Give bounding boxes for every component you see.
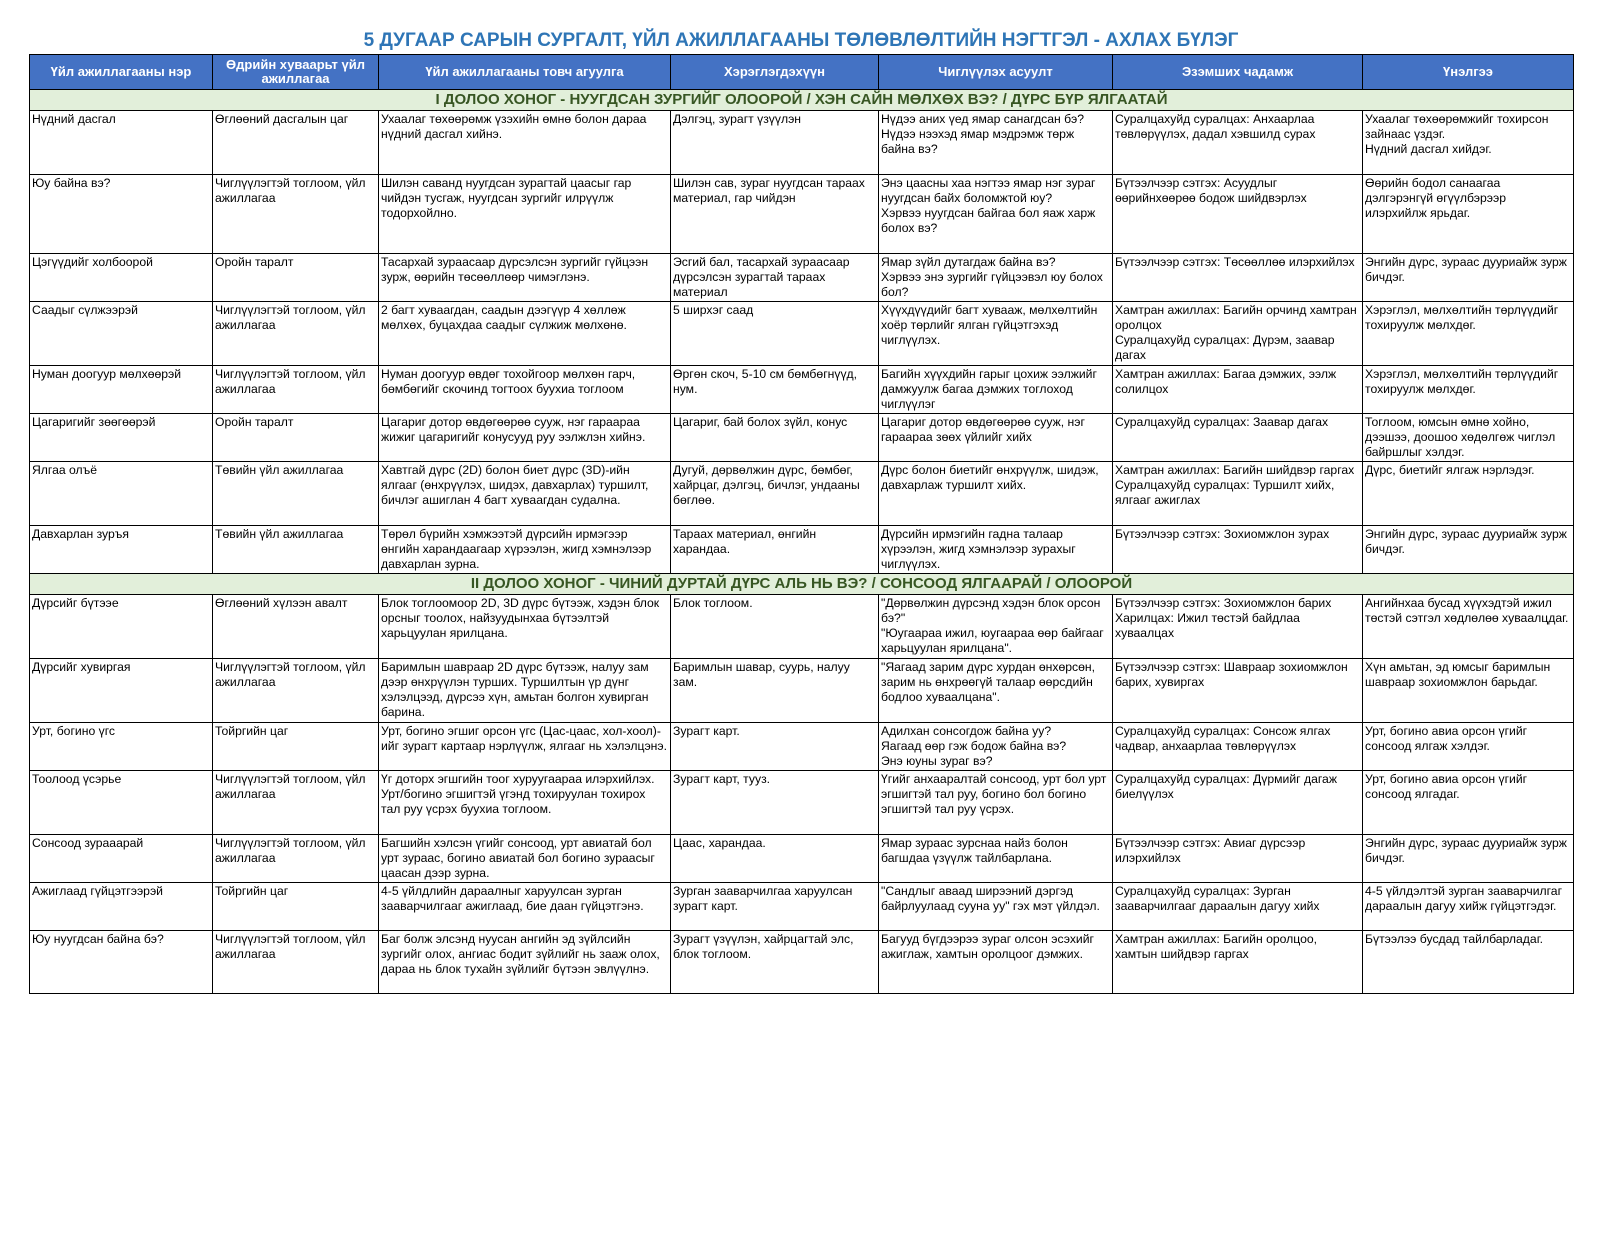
schedule-cell (213, 111, 379, 175)
materials-cell (671, 526, 879, 574)
cell-line: Чиглүүлэгтэй тоглоом, үйл ажиллагаа (215, 660, 366, 689)
materials-cell (671, 254, 879, 302)
cell-line: Урт, богино эгшиг орсон үгс (Цас-цаас, хол-хоол)-ийг зурагт картаар нэрлүүлж, ялгааг нь хэлэлцэнэ. (381, 724, 668, 753)
activity-name-cell (30, 254, 213, 302)
competency-cell (1113, 771, 1363, 835)
activity-name-cell (30, 111, 213, 175)
cell-line: Яагаад өөр гэж бодож байна вэ? (881, 739, 1067, 753)
cell-line: Нуман доогуур мөлхөөрэй (32, 367, 182, 381)
cell-line: "Дөрвөлжин дүрсэнд хэдэн блок орсон бэ?" (881, 596, 1101, 625)
schedule-cell (213, 835, 379, 883)
content-cell (379, 526, 671, 574)
cell-line: Бүтээлчээр сэтгэх: Шавраар зохиомжлон барих, хувиргах (1115, 660, 1348, 689)
content-cell (379, 659, 671, 723)
schedule-cell (213, 771, 379, 835)
competency-cell (1113, 254, 1363, 302)
cell-line: Суралцахуйд суралцах: Зурган зааварчилгааг дараалын дагуу хийх (1115, 884, 1320, 913)
cell-line: Чиглүүлэгтэй тоглоом, үйл ажиллагаа (215, 367, 366, 396)
cell-line: Энгийн дүрс, зураас дууриайж зурж бичдэг. (1365, 527, 1567, 556)
cell-line: Урт, богино авиа орсон үгийг сонсоод ялгадаг. (1365, 772, 1528, 801)
question-cell (879, 835, 1113, 883)
cell-line: Суралцахуйд суралцах: Сонсож ялгах чадвар, анхаарлаа төвлөрүүлэх (1115, 724, 1331, 753)
activity-name-cell (30, 835, 213, 883)
table-row (30, 414, 1574, 462)
cell-line: Чиглүүлэгтэй тоглоом, үйл ажиллагаа (215, 836, 366, 865)
assessment-cell (1363, 366, 1574, 414)
cell-line: Оройн таралт (215, 255, 294, 269)
question-cell (879, 462, 1113, 526)
activity-name-cell (30, 462, 213, 526)
competency-cell (1113, 175, 1363, 254)
cell-line: Хамтран ажиллах: Багийн оролцоо, хамтын шийдвэр гаргах (1115, 932, 1318, 961)
header-competency: Эзэмших чадамж (1113, 55, 1363, 90)
materials-cell (671, 462, 879, 526)
cell-line: Цагариг дотор өвдөгөөрөө сууж, нэг гараараа зөөх үйлийг хийх (881, 415, 1085, 444)
week-header-row (30, 90, 1574, 111)
materials-cell (671, 835, 879, 883)
cell-line: Өргөн скоч, 5-10 см бөмбөгнүүд, нум. (673, 367, 858, 396)
materials-cell (671, 111, 879, 175)
cell-line: Блок тоглоом. (673, 596, 753, 610)
cell-line: Тоолоод үсэрье (32, 772, 122, 786)
table-row (30, 366, 1574, 414)
cell-line: Цагариг, бай болох зүйл, конус (673, 415, 848, 429)
assessment-cell (1363, 723, 1574, 771)
activity-name-cell (30, 931, 213, 994)
content-cell (379, 771, 671, 835)
content-cell (379, 462, 671, 526)
cell-line: Хүн амьтан, эд юмсыг баримлын шавраар зохиомжлон барьдаг. (1365, 660, 1551, 689)
assessment-cell (1363, 835, 1574, 883)
question-cell (879, 111, 1113, 175)
table-row (30, 302, 1574, 366)
content-cell (379, 414, 671, 462)
cell-line: Блок тоглоомоор 2D, 3D дүрс бүтээж, хэдэн блок орсныг тоолох, найзуудынхаа бүтээлтэй харьцуулан ярилцана. (381, 596, 660, 640)
schedule-cell (213, 254, 379, 302)
cell-line: Эсгий бал, тасархай зураасаар дүрсэлсэн зурагтай тараах материал (673, 255, 850, 299)
cell-line: Энгийн дүрс, зураас дууриайж зурж бичдэг. (1365, 255, 1567, 284)
cell-line: Ухаалаг төхөөрөмж үзэхийн өмнө болон дараа нүдний дасгал хийнэ. (381, 112, 647, 141)
cell-line: Урт, богино авиа орсон үгийг сонсоод ялгаж хэлдэг. (1365, 724, 1528, 753)
question-cell (879, 175, 1113, 254)
cell-line: Оройн таралт (215, 415, 294, 429)
cell-line: Шилэн сав, зураг нуугдсан тараах материал, гар чийдэн (673, 176, 865, 205)
cell-line: Саадыг сүлжээрэй (32, 303, 138, 317)
cell-line: Хүүхдүүдийг багт хувааж, мөлхөлтийн хоёр төрлийг ялган гүйцэтгэхэд чиглүүлэх. (881, 303, 1098, 347)
assessment-cell (1363, 302, 1574, 366)
cell-line: Өөрийн бодол санаагаа дэлгэрэнгүй өгүүлбэрээр илэрхийлж ярьдаг. (1365, 176, 1507, 220)
cell-line: Хэрвээ энэ зургийг гүйцээвэл юу болох бол? (881, 270, 1103, 299)
question-cell (879, 771, 1113, 835)
activity-name-cell (30, 366, 213, 414)
cell-line: Үг доторх эгшгийн тоог хуруугаараа илэрхийлэх. Урт/богино эгшигтэй үгэнд тохируулан тохирох тал руу үсрэх буухиа тоглоом. (381, 772, 655, 816)
activity-name-cell (30, 723, 213, 771)
assessment-cell (1363, 595, 1574, 659)
materials-cell (671, 302, 879, 366)
materials-cell (671, 931, 879, 994)
materials-cell (671, 595, 879, 659)
header-content-summary: Үйл ажиллагааны товч агуулга (379, 55, 671, 90)
table-row (30, 526, 1574, 574)
activity-name-cell (30, 659, 213, 723)
cell-line: Дүрсийг бүтээе (32, 596, 119, 610)
table-row (30, 883, 1574, 931)
plan-body (30, 90, 1574, 994)
schedule-cell (213, 366, 379, 414)
cell-line: Төвийн үйл ажиллагаа (215, 463, 344, 477)
cell-line: Хавтгай дүрс (2D) болон биет дүрс (3D)-ийн ялгааг (өнхрүүлэх, шидэх, давхарлах) туршилт, бичлэг ашиглан 4 багт хуваагдан судална. (381, 463, 649, 507)
cell-line: Цэгүүдийг холбоорой (32, 255, 153, 269)
question-cell (879, 883, 1113, 931)
schedule-cell (213, 723, 379, 771)
cell-line: Суралцахуйд суралцах: Дүрэм, заавар дагах (1115, 333, 1335, 362)
assessment-cell (1363, 931, 1574, 994)
materials-cell (671, 723, 879, 771)
cell-line: 4-5 үйлдлийн дараалныг харуулсан зурган зааварчилгааг ажиглаад, бие даан гүйцэтгэнэ. (381, 884, 644, 913)
question-cell (879, 366, 1113, 414)
cell-line: Нүдээ аних үед ямар санагдсан бэ? (881, 112, 1085, 126)
cell-line: Тойргийн цаг (215, 724, 289, 738)
cell-line: Ямар зураас зурснаа найз болон багшдаа үзүүлж тайлбарлана. (881, 836, 1068, 865)
cell-line: Харилцах: Ижил төстэй байдлаа хуваалцах (1115, 611, 1300, 640)
cell-line: Ангийнхаа бусад хүүхэдтэй ижил төстэй сэтгэл хөдлөлөө хуваалцдаг. (1365, 596, 1569, 625)
cell-line: Нүдээ нээхэд ямар мэдрэмж төрж байна вэ? (881, 127, 1075, 156)
activity-name-cell (30, 595, 213, 659)
schedule-cell (213, 175, 379, 254)
cell-line: Чиглүүлэгтэй тоглоом, үйл ажиллагаа (215, 772, 366, 801)
cell-line: Цаас, харандаа. (673, 836, 766, 850)
content-cell (379, 723, 671, 771)
question-cell (879, 254, 1113, 302)
cell-line: Тоглоом, юмсын өмнө хойно, дээшээ, доошоо хөдөлгөж чиглэл байршлыг хэлдэг. (1365, 415, 1556, 459)
cell-line: Баг болж элсэнд нуусан ангийн эд зүйлсийн зургийг олох, ангиас бодит зүйлийг нь зааж олох, дараа нь блок тухайн зүйлийг бүтээн эвлүүлнэ. (381, 932, 660, 976)
schedule-cell (213, 883, 379, 931)
materials-cell (671, 771, 879, 835)
cell-line: "Яагаад зарим дүрс хурдан өнхөрсөн, зарим нь өнхрөөгүй талаар өөрсдийн бодлоо хуваалцана". (881, 660, 1096, 704)
cell-line: Суралцахуйд суралцах: Туршилт хийх, ялгааг ажиглах (1115, 478, 1335, 507)
activity-name-cell (30, 302, 213, 366)
table-row (30, 771, 1574, 835)
cell-line: Дүрсийн ирмэгийн гадна талаар хүрээлэн, жигд хэмнэлээр зурахыг чиглүүлэх. (881, 527, 1076, 571)
cell-line: Нуман доогуур өвдөг тохойгоор мөлхөн гарч, бөмбөгийг скочинд тогтоох буухиа тоглоом (381, 367, 636, 396)
materials-cell (671, 175, 879, 254)
header-assessment: Үнэлгээ (1363, 55, 1574, 90)
assessment-cell (1363, 771, 1574, 835)
cell-line: Цагариг дотор өвдөгөөрөө сууж, нэг гараараа жижиг цагаригийг конусууд руу ээлжлэн хийнэ. (381, 415, 646, 444)
cell-line: Зурагт карт. (673, 724, 740, 738)
cell-line: Төрөл бүрийн хэмжээтэй дүрсийн ирмэгээр өнгийн харандаагаар хүрээлэн, жигд хэмнэлээр давхарлан зурна. (381, 527, 652, 571)
week-title: I ДОЛОО ХОНОГ - НУУГДСАН ЗУРГИЙГ ОЛООРОЙ / ХЭН САЙН МӨЛХӨХ ВЭ? / ДҮРС БҮР ЯЛГААТАЙ (30, 90, 1574, 111)
table-row (30, 835, 1574, 883)
assessment-cell (1363, 254, 1574, 302)
competency-cell (1113, 883, 1363, 931)
cell-line: Багшийн хэлсэн үгийг сонсоод, урт авиатай бол урт зураас, богино авиатай бол богино зураасыг цаасан дээр зурна. (381, 836, 655, 880)
content-cell (379, 931, 671, 994)
cell-line: Нүдний дасгал (32, 112, 116, 126)
competency-cell (1113, 659, 1363, 723)
cell-line: Чиглүүлэгтэй тоглоом, үйл ажиллагаа (215, 176, 366, 205)
cell-line: Тасархай зураасаар дүрсэлсэн зургийг гүйцээн зурж, өөрийн төсөөллөөр чимэглэнэ. (381, 255, 649, 284)
schedule-cell (213, 526, 379, 574)
cell-line: Зурган зааварчилгаа харуулсан зурагт карт. (673, 884, 853, 913)
table-row (30, 254, 1574, 302)
cell-line: Бүтээлчээр сэтгэх: Төсөөллөө илэрхийлэх (1115, 255, 1355, 269)
content-cell (379, 883, 671, 931)
question-cell (879, 595, 1113, 659)
cell-line: Ямар зүйл дутагдаж байна вэ? (881, 255, 1056, 269)
cell-line: Багууд бүгдээрээ зураг олсон эсэхийг ажиглаж, хамтын оролцоог дэмжих. (881, 932, 1094, 961)
cell-line: Дүрс, биетийг ялгаж нэрлэдэг. (1365, 463, 1535, 477)
competency-cell (1113, 414, 1363, 462)
question-cell (879, 414, 1113, 462)
table-row (30, 111, 1574, 175)
content-cell (379, 366, 671, 414)
schedule-cell (213, 462, 379, 526)
question-cell (879, 931, 1113, 994)
cell-line: Бүтээлчээр сэтгэх: Асуудлыг өөрийнхөөрөө бодож шийдвэрлэх (1115, 176, 1307, 205)
cell-line: Суралцахуйд суралцах: Дүрмийг дагаж биелүүлэх (1115, 772, 1337, 801)
question-cell (879, 302, 1113, 366)
materials-cell (671, 659, 879, 723)
cell-line: Дугуй, дөрвөлжин дүрс, бөмбөг, хайрцаг, дэлгэц, бичлэг, ундааны бөглөө. (673, 463, 860, 507)
cell-line: Бүтээлээ бусдад тайлбарладаг. (1365, 932, 1544, 946)
cell-line: 2 багт хуваагдан, саадын дээгүүр 4 хөллөж мөлхөх, буцахдаа саадыг сүлжиж мөлхөнө. (381, 303, 627, 332)
cell-line: Төвийн үйл ажиллагаа (215, 527, 344, 541)
competency-cell (1113, 366, 1363, 414)
cell-line: Хамтран ажиллах: Багийн орчинд хамтран оролцох (1115, 303, 1357, 332)
cell-line: Нүдний дасгал хийдэг. (1365, 142, 1492, 156)
activity-name-cell (30, 771, 213, 835)
schedule-cell (213, 659, 379, 723)
document-page (29, 28, 1573, 994)
cell-line: Юу байна вэ? (32, 176, 111, 190)
content-cell (379, 254, 671, 302)
cell-line: Адилхан сонсогдож байна уу? (881, 724, 1052, 738)
materials-cell (671, 414, 879, 462)
cell-line: Бүтээлчээр сэтгэх: Зохиомжлон барих (1115, 596, 1332, 610)
competency-cell (1113, 595, 1363, 659)
activity-name-cell (30, 175, 213, 254)
activity-name-cell (30, 414, 213, 462)
cell-line: Баримлын шавар, суурь, налуу зам. (673, 660, 850, 689)
cell-line: Тараах материал, өнгийн харандаа. (673, 527, 817, 556)
question-cell (879, 659, 1113, 723)
cell-line: Суралцахуйд суралцах: Заавар дагах (1115, 415, 1329, 429)
header-materials: Хэрэглэгдэхүүн (671, 55, 879, 90)
cell-line: Бүтээлчээр сэтгэх: Авиаг дүрсээр илэрхийлэх (1115, 836, 1306, 865)
cell-line: Хэрвээ нуугдсан байгаа бол яаж харж болох вэ? (881, 206, 1096, 235)
cell-line: Суралцахуйд суралцах: Анхаарлаа төвлөрүүлэх, дадал хэвшилд сурах (1115, 112, 1316, 141)
header-guiding-question: Чиглүүлэх асуулт (879, 55, 1113, 90)
assessment-cell (1363, 175, 1574, 254)
cell-line: Хамтран ажиллах: Багаа дэмжих, ээлж солилцох (1115, 367, 1337, 396)
cell-line: Багийн хүүхдийн гарыг цохиж ээлжийг дамжуулж багаа дэмжих тоглоход чиглүүлэг (881, 367, 1097, 411)
competency-cell (1113, 526, 1363, 574)
cell-line: Баримлын шавраар 2D дүрс бүтээж, налуу зам дээр өнхрүүлэн турших. Туршилтын үр дүнг хэлэлцээд, дүрсээ хүн, амьтан болгон хувирган барина. (381, 660, 649, 719)
cell-line: Үгийг анхааралтай сонсоод, урт бол урт эгшигтэй тал руу, богино бол богино эгшигтэй тал руу үсрэх. (881, 772, 1107, 816)
activity-name-cell (30, 526, 213, 574)
cell-line: Ухаалаг төхөөрөмжийг тохирсон зайнаас үздэг. (1365, 112, 1549, 141)
assessment-cell (1363, 414, 1574, 462)
assessment-cell (1363, 659, 1574, 723)
cell-line: Ялгаа олъё (32, 463, 98, 477)
assessment-cell (1363, 883, 1574, 931)
cell-line: Юу нуугдсан байна бэ? (32, 932, 164, 946)
table-row (30, 462, 1574, 526)
competency-cell (1113, 931, 1363, 994)
plan-table (29, 54, 1574, 994)
question-cell (879, 526, 1113, 574)
table-row (30, 723, 1574, 771)
cell-line: Шилэн саванд нуугдсан зурагтай цаасыг гар чийдэн тусгаж, нуугдсан зургийг илрүүлж тодорхойлно. (381, 176, 632, 220)
cell-line: Өглөөний дасгалын цаг (215, 112, 349, 126)
cell-line: Зурагт карт, тууз. (673, 772, 771, 786)
cell-line: Хэрэглэл, мөлхөлтийн төрлүүдийг тохируулж мөлхдөг. (1365, 303, 1559, 332)
schedule-cell (213, 931, 379, 994)
activity-name-cell (30, 883, 213, 931)
cell-line: 4-5 үйлдэлтэй зурган зааварчилгаг дараалын дагуу хийж гүйцэтгэдэг. (1365, 884, 1563, 913)
cell-line: Чиглүүлэгтэй тоглоом, үйл ажиллагаа (215, 303, 366, 332)
cell-line: Энгийн дүрс, зураас дууриайж зурж бичдэг. (1365, 836, 1567, 865)
cell-line: Өглөөний хүлээн авалт (215, 596, 348, 610)
schedule-cell (213, 414, 379, 462)
materials-cell (671, 883, 879, 931)
content-cell (379, 302, 671, 366)
content-cell (379, 175, 671, 254)
schedule-cell (213, 595, 379, 659)
schedule-cell (213, 302, 379, 366)
cell-line: 5 ширхэг саад (673, 303, 754, 317)
assessment-cell (1363, 111, 1574, 175)
cell-line: Урт, богино үгс (32, 724, 115, 738)
competency-cell (1113, 462, 1363, 526)
cell-line: Бүтээлчээр сэтгэх: Зохиомжлон зурах (1115, 527, 1330, 541)
content-cell (379, 111, 671, 175)
assessment-cell (1363, 526, 1574, 574)
cell-line: "Юугаараа ижил, юугаараа өөр байгааг харьцуулан ярилцана". (881, 626, 1104, 655)
cell-line: Дүрсийг хувиргая (32, 660, 131, 674)
content-cell (379, 595, 671, 659)
week-title: II ДОЛОО ХОНОГ - ЧИНИЙ ДУРТАЙ ДҮРС АЛЬ НЬ ВЭ? / СОНСООД ЯЛГААРАЙ / ОЛООРОЙ (30, 574, 1574, 595)
content-cell (379, 835, 671, 883)
question-cell (879, 723, 1113, 771)
header-daily-schedule: Өдрийн хуваарьт үйл ажиллагаа (213, 55, 379, 90)
header-activity-name: Үйл ажиллагааны нэр (30, 55, 213, 90)
cell-line: Дүрс болон биетийг өнхрүүлж, шидэж, давхарлаж туршилт хийх. (881, 463, 1099, 492)
cell-line: Цагаригийг зөөгөөрэй (32, 415, 156, 429)
materials-cell (671, 366, 879, 414)
header-row (30, 55, 1574, 90)
cell-line: Энэ цаасны хаа нэгтээ ямар нэг зураг нуугдсан байх боломжтой юу? (881, 176, 1096, 205)
cell-line: Давхарлан зуръя (32, 527, 130, 541)
cell-line: Хамтран ажиллах: Багийн шийдвэр гаргах (1115, 463, 1355, 477)
cell-line: Зурагт үзүүлэн, хайрцагтай элс, блок тоглоом. (673, 932, 854, 961)
competency-cell (1113, 723, 1363, 771)
week-header-row (30, 574, 1574, 595)
cell-line: "Сандлыг аваад ширээний дэргэд байрлуулаад сууна уу" гэх мэт үйлдэл. (881, 884, 1100, 913)
competency-cell (1113, 111, 1363, 175)
assessment-cell (1363, 462, 1574, 526)
table-row (30, 931, 1574, 994)
page-title: 5 ДУГААР САРЫН СУРГАЛТ, ҮЙЛ АЖИЛЛАГААНЫ ТӨЛӨВЛӨЛТИЙН НЭГТГЭЛ - АХЛАХ БҮЛЭГ (363, 30, 1239, 51)
table-row (30, 175, 1574, 254)
cell-line: Хэрэглэл, мөлхөлтийн төрлүүдийг тохируулж мөлхдөг. (1365, 367, 1559, 396)
cell-line: Сонсоод зурааарай (32, 836, 144, 850)
cell-line: Дэлгэц, зурагт үзүүлэн (673, 112, 802, 126)
competency-cell (1113, 835, 1363, 883)
cell-line: Ажиглаад гүйцэтгээрэй (32, 884, 163, 898)
cell-line: Энэ юуны зураг вэ? (881, 754, 993, 768)
competency-cell (1113, 302, 1363, 366)
table-row (30, 659, 1574, 723)
table-row (30, 595, 1574, 659)
cell-line: Чиглүүлэгтэй тоглоом, үйл ажиллагаа (215, 932, 366, 961)
cell-line: Тойргийн цаг (215, 884, 289, 898)
